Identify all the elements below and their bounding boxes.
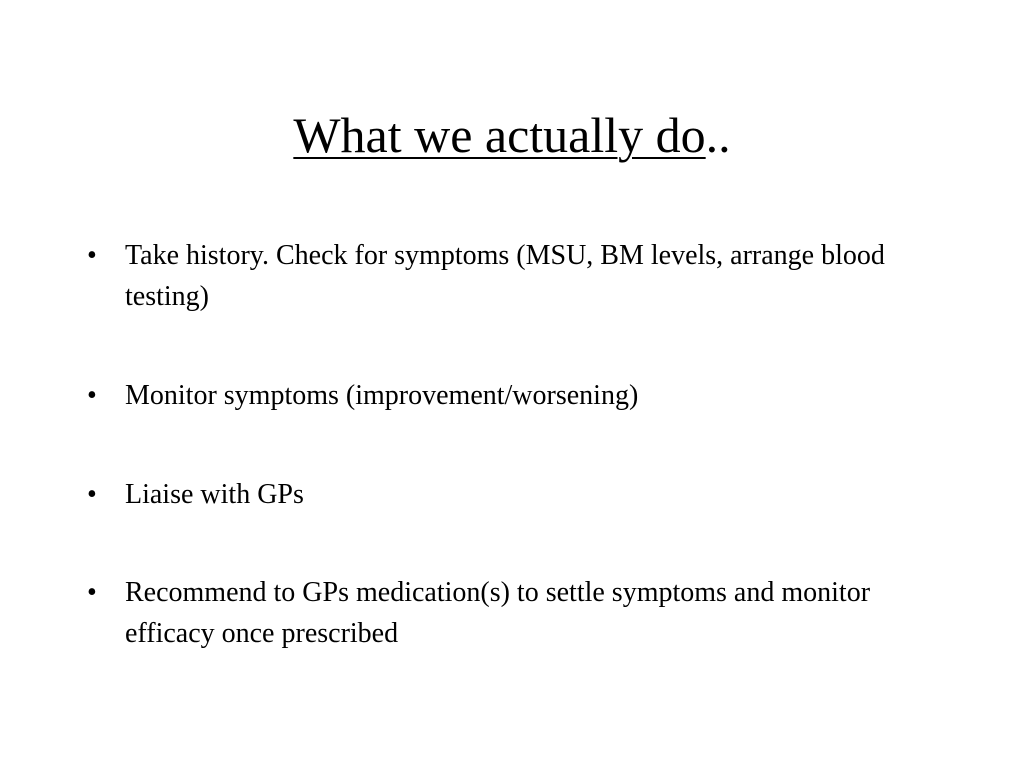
slide-title [0, 104, 1024, 166]
bullet-icon: • [87, 479, 97, 510]
bullet-text: Recommend to GPs medication(s) to settle symptoms and monitor efficacy once prescribed [125, 577, 871, 649]
slide-title-underlined: What we actually do [293, 107, 706, 163]
bullet-icon: • [87, 380, 97, 411]
bullet-text: Monitor symptoms (improvement/worsening) [125, 380, 639, 411]
bullet-icon: • [87, 577, 97, 608]
bullet-text: Liaise with GPs [125, 479, 304, 510]
bullet-icon: • [87, 240, 97, 271]
bullet-text: Take history. Check for symptoms (MSU, BM levels, arrange blood testing) [125, 240, 885, 312]
slide-title-trailing: .. [705, 107, 731, 163]
